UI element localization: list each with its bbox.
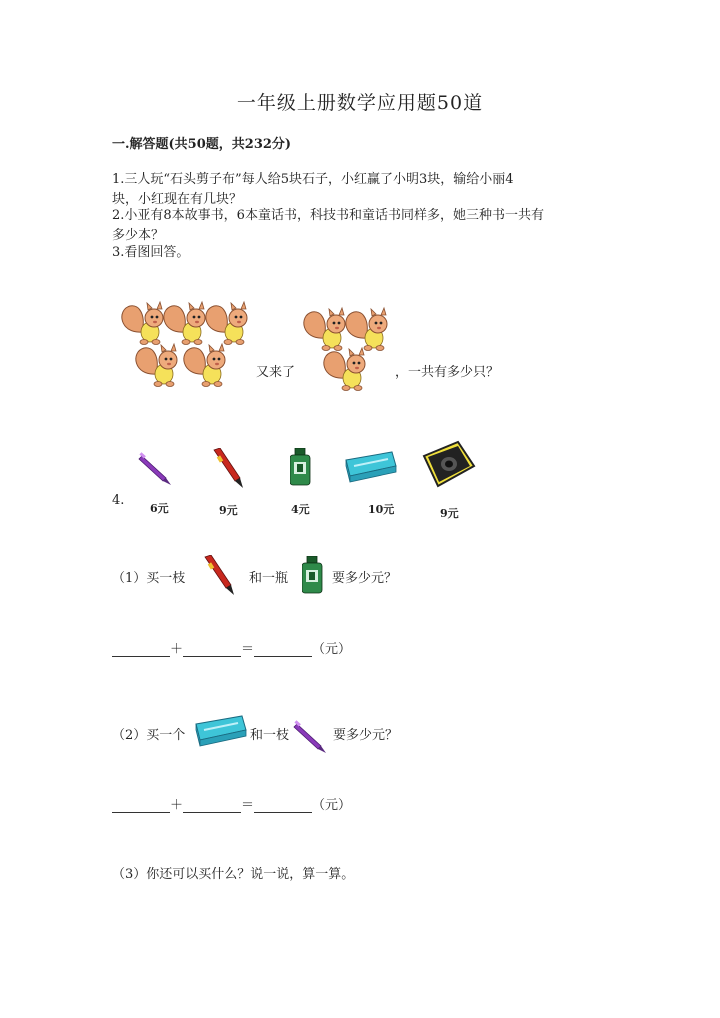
answer-blank[interactable] — [112, 644, 170, 657]
part-2-mid: 和一枝 — [250, 728, 290, 743]
price-label: 9元 — [440, 507, 459, 520]
part-1-suffix: 要多少元？ — [332, 571, 398, 586]
answer-blank[interactable] — [254, 800, 312, 813]
price-label: 10元 — [368, 503, 395, 516]
question-4-number: 4. — [112, 493, 125, 508]
question-1 — [112, 170, 612, 210]
question-3-ending-text: ，一共有多少只？ — [395, 365, 500, 380]
marker-icon — [212, 448, 252, 492]
unit-label: （元） — [312, 642, 352, 657]
section-heading: 一.解答题(共50题，共232分) — [112, 137, 292, 152]
equals-sign: ＝ — [241, 642, 255, 657]
squirrel-icon — [136, 344, 177, 387]
question-1-line-2: 块，小红现在有几块？ — [112, 192, 243, 207]
part-1-mid: 和一瓶 — [249, 571, 289, 586]
squirrel-icon — [324, 348, 365, 391]
squirrel-icon — [206, 302, 247, 345]
pen-icon — [138, 452, 178, 492]
squirrel-icon — [346, 308, 387, 351]
question-3: 3.看图回答。 — [112, 245, 190, 260]
answer-blank[interactable] — [254, 644, 312, 657]
squirrel-icon — [304, 308, 345, 351]
question-2-line-1: 2.小亚有8本故事书，6本童话书，科技书和童话书同样多，她三种书一共有 — [112, 208, 544, 223]
pen-icon — [293, 720, 329, 756]
equation-1 — [112, 638, 351, 657]
squirrel-icon — [122, 302, 163, 345]
answer-blank[interactable] — [112, 800, 170, 813]
glue-bottle-icon — [290, 448, 314, 488]
unit-label: （元） — [312, 798, 352, 813]
price-label: 9元 — [219, 504, 238, 517]
part-2-suffix: 要多少元？ — [333, 728, 399, 743]
question-1-line-1: 1.三人玩“石头剪子布”每人给5块石子，小红赢了小明3块，输给小丽4 — [112, 172, 514, 187]
part-2-prefix: （2）买一个 — [112, 728, 186, 743]
squirrel-icon — [164, 302, 205, 345]
marker-icon — [203, 555, 237, 595]
question-2 — [112, 206, 612, 246]
question-3-middle-text: 又来了 — [256, 365, 296, 380]
page-title: 一年级上册数学应用题50道 — [236, 92, 484, 114]
pencil-case-icon — [344, 448, 400, 486]
pencil-case-icon — [194, 712, 250, 750]
sharpener-icon — [422, 440, 478, 490]
answer-blank[interactable] — [183, 644, 241, 657]
glue-bottle-icon — [302, 556, 326, 596]
answer-blank[interactable] — [183, 800, 241, 813]
part-3-text: （3）你还可以买什么？说一说，算一算。 — [112, 867, 355, 882]
squirrel-icon — [184, 344, 225, 387]
plus-sign: ＋ — [170, 642, 184, 657]
equals-sign: ＝ — [241, 798, 255, 813]
price-label: 4元 — [291, 503, 310, 516]
plus-sign: ＋ — [170, 798, 184, 813]
part-1-prefix: （1）买一枝 — [112, 571, 186, 586]
question-2-line-2: 多少本？ — [112, 228, 165, 243]
equation-2 — [112, 794, 351, 813]
price-label: 6元 — [150, 502, 169, 515]
